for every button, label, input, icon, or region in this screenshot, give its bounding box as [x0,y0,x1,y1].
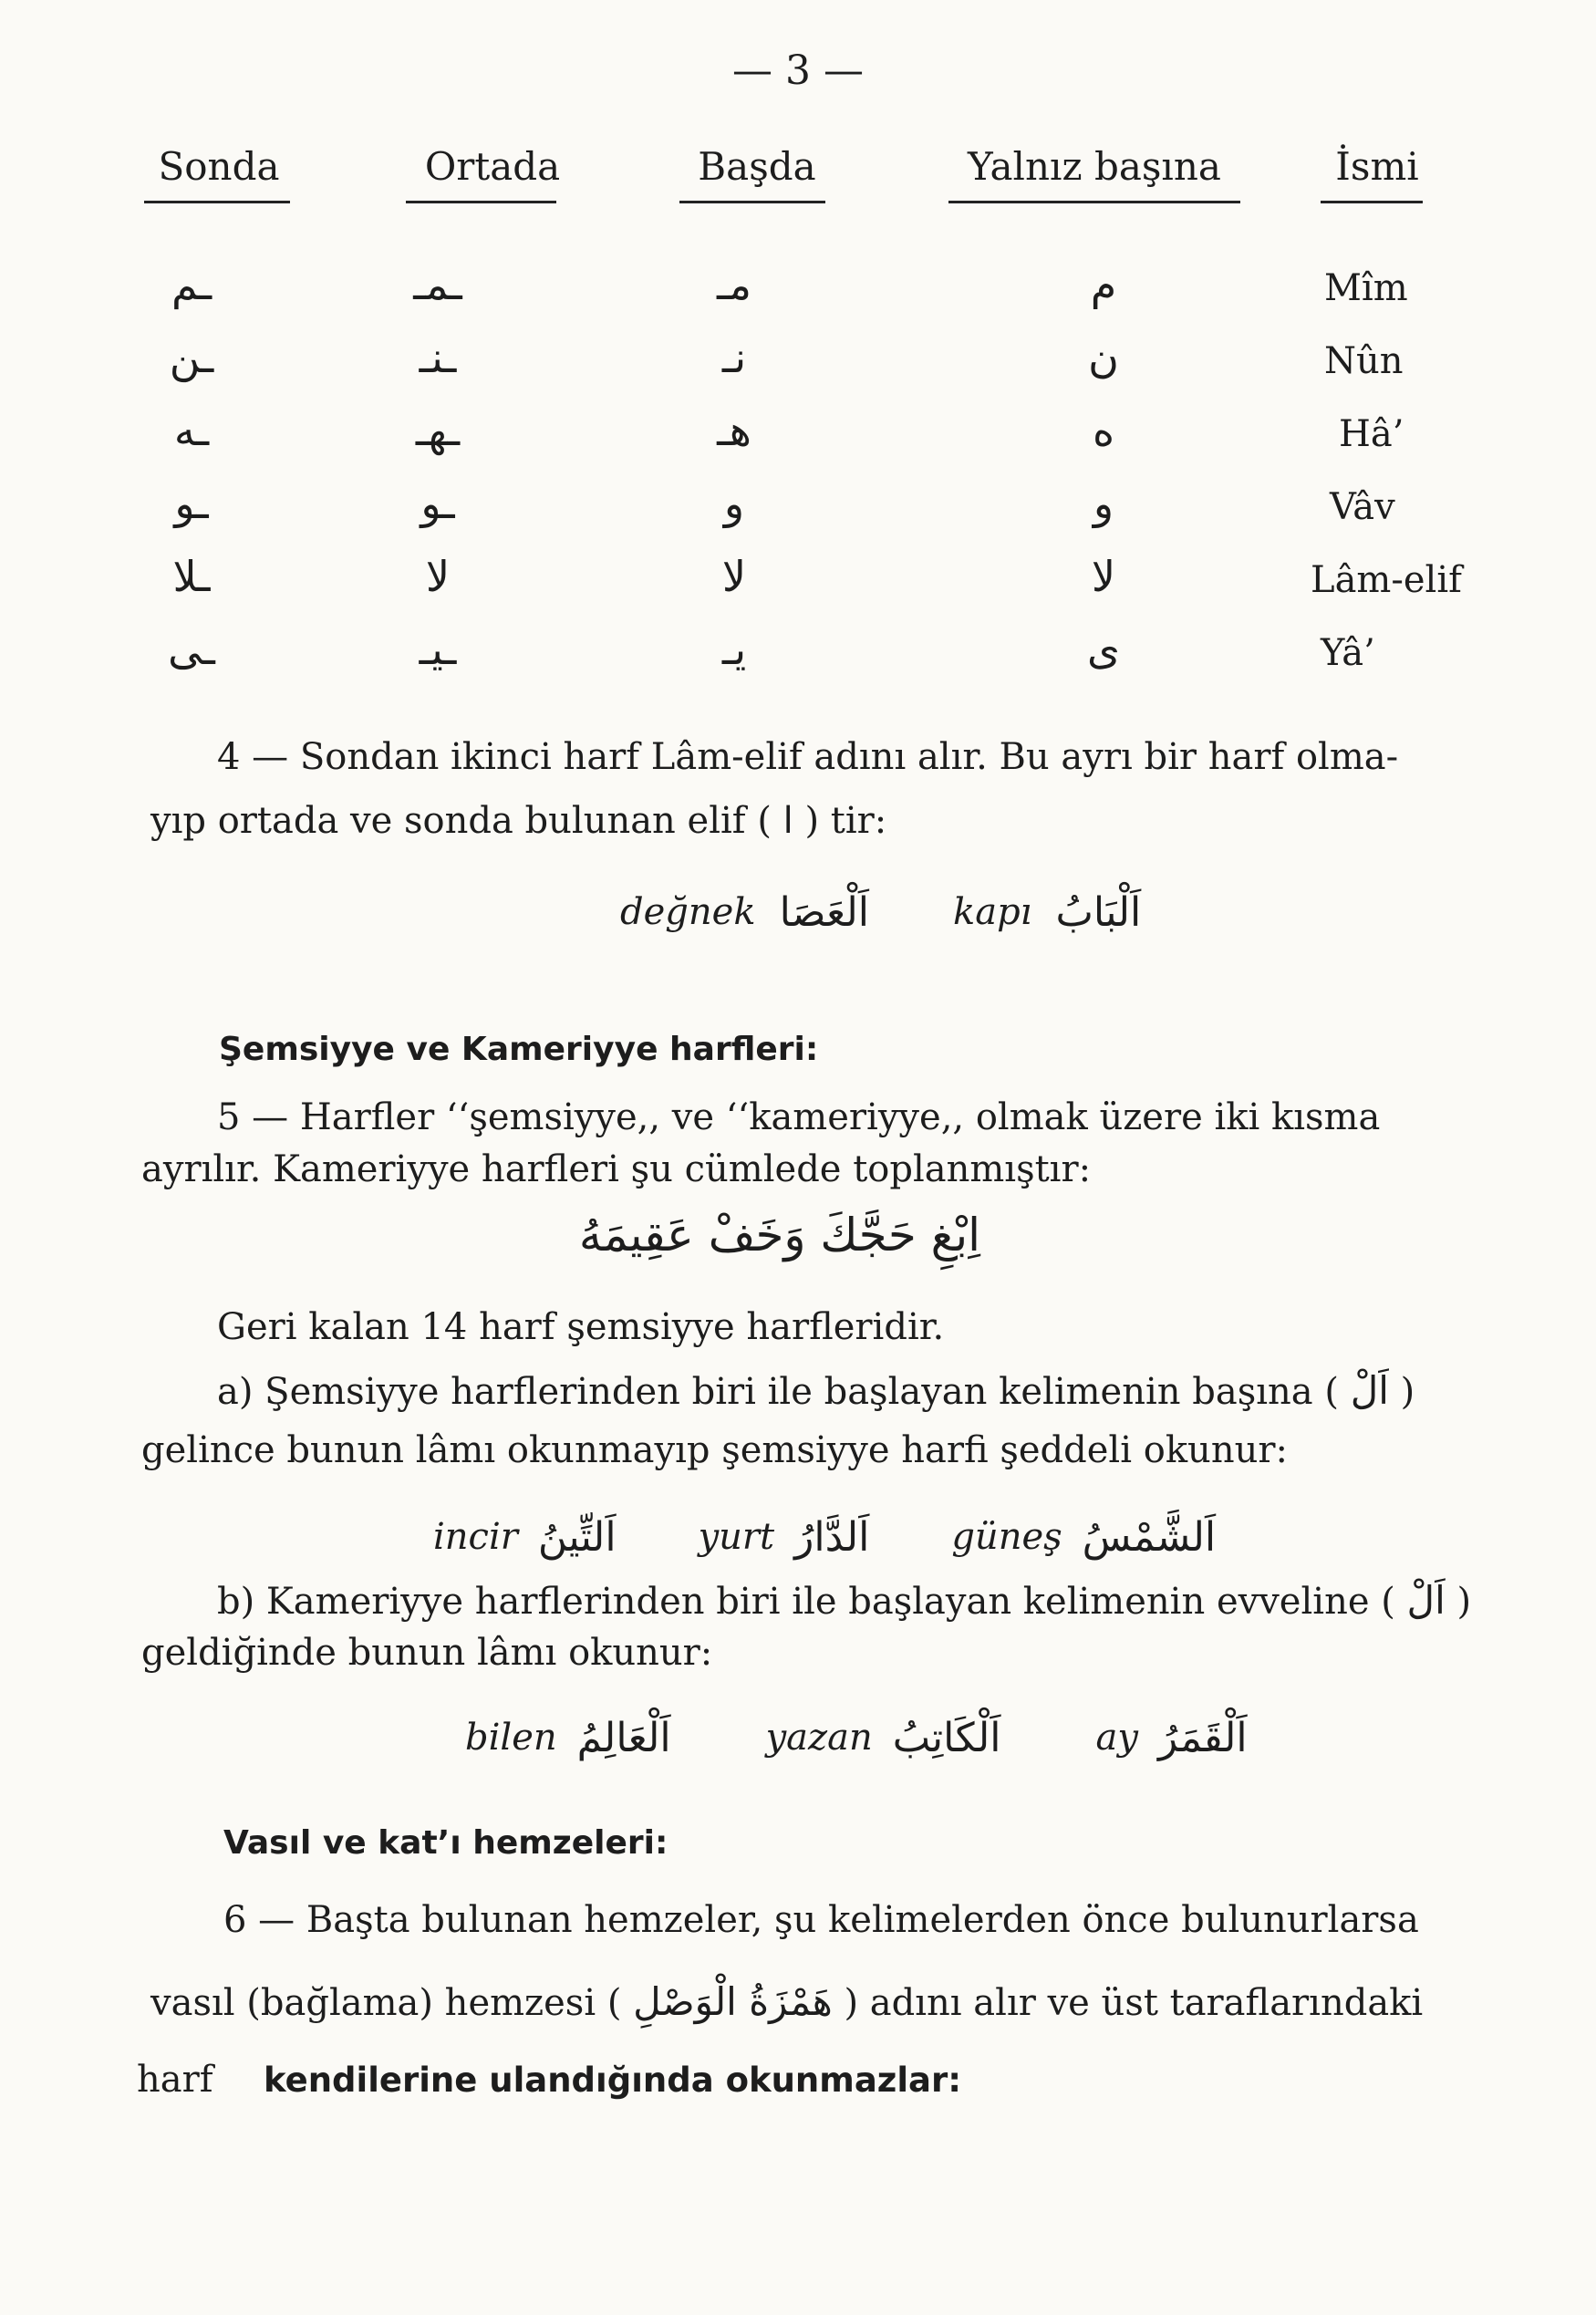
header-ismi: İsmi [1335,144,1419,189]
section5-b-line2: geldiğinde bunun lâmı okunur: [141,1632,713,1674]
cell-ortada: ـو [420,479,455,528]
example-tr: incir [433,1516,518,1558]
cell-basda: نـ [721,333,747,382]
cell-sonda: ـم [171,260,212,309]
example-tr: yazan [765,1717,873,1759]
section4-line2: yıp ortada ve sonda bulunan elif ( ا ) tir: [150,800,887,842]
line3-pre: harf [137,2059,213,2101]
section6-heading: Vasıl ve kat’ı hemzeleri: [223,1824,668,1862]
cell-sonda: ـه [173,406,210,455]
cell-ortada: ـهـ [415,406,461,455]
hamzat-al-wasl: هَمْزَةُ الْوَصْلِ [633,1979,833,2024]
section4-examples [620,880,1141,944]
line2-pre: vasıl (bağlama) hemzesi ( [150,1982,622,2024]
header-ismi-rule [1321,201,1423,203]
cell-ortada: ـنـ [419,333,457,382]
a-text: a) Şemsiyye harflerinden biri ile başlayan kelimenin başına ( [217,1371,1339,1413]
header-sonda-rule [144,201,290,203]
cell-ortada: ـيـ [419,625,457,674]
line3-bold: kendilerine ulandığında okunmazlar: [263,2061,962,2100]
b-text: b) Kameriyye harflerinden biri ile başlayan kelimenin evveline ( [217,1581,1395,1623]
b-close: ) [1456,1581,1472,1623]
section5-a-line2: gelince bunun lâmı okunmayıp şemsiyye harfi şeddeli okunur: [141,1429,1288,1471]
header-basda: Başda [698,144,816,189]
example-tr: güneş [951,1516,1062,1558]
section5-line3: Geri kalan 14 harf şemsiyye harfleridir. [217,1306,945,1348]
line2-post: ) adını alır ve üst taraflarındaki [844,1982,1424,2024]
cell-basda: مـ [716,260,752,309]
header-sonda: Sonda [158,144,280,189]
cell-yalniz: ن [1088,333,1119,382]
example-tr: bilen [465,1717,557,1759]
cell-sonda: ـلا [172,552,211,601]
example-ar: اَلْعَصَا [779,888,869,936]
header-basda-rule [679,201,825,203]
section6-line3 [137,2052,961,2108]
section4-line1: 4 — Sondan ikinci harf Lâm-elif adını alır. Bu ayrı bir harf olma- [217,736,1399,778]
section5-heading: Şemsiyye ve Kameriyye harfleri: [219,1031,819,1068]
cell-sonda: ـو [174,479,209,528]
cell-ismi: Nûn [1324,340,1404,382]
cell-ismi: Vâv [1330,486,1395,528]
section5-line1: 5 — Harfler ‘‘şemsiyye,, ve ‘‘kameriyye,, olmak üzere iki kısma [217,1096,1381,1138]
cell-yalniz: و [1093,479,1114,528]
cell-ortada: ـمـ [413,260,462,309]
section5-b-examples [465,1706,1248,1770]
example-ar: اَلْعَالِمُ [576,1714,671,1761]
a-close: ) [1400,1371,1415,1413]
example-tr: değnek [620,891,756,933]
cell-yalniz: ى [1086,625,1120,674]
cell-ortada: لا [425,552,451,601]
cell-basda: يـ [721,625,747,674]
al-article: اَلْ [1350,1368,1389,1413]
section6-line1: 6 — Başta bulunan hemzeler, şu kelimelerden önce bulunurlarsa [223,1899,1419,1941]
cell-ismi: Hâ’ [1339,413,1404,455]
cell-yalniz: م [1090,260,1117,309]
section5-b-line1 [217,1573,1471,1629]
page-number: — 3 — [732,47,864,94]
header-yalniz-basina-rule [948,201,1240,203]
kameriyye-phrase: اِبْغِ حَجَّكَ وَخَفْ عَقِيمَهُ [578,1209,981,1261]
al-article: اَلْ [1406,1578,1446,1623]
example-ar: اَلتِّينُ [537,1513,617,1561]
example-tr: kapı [952,891,1032,933]
cell-ismi: Yâ’ [1321,632,1375,674]
example-ar: اَلْقَمَرُ [1157,1714,1248,1761]
example-ar: اَلشَّمْسُ [1082,1513,1217,1561]
example-tr: ay [1095,1717,1138,1759]
cell-sonda: ـن [169,333,214,382]
example-ar: اَلْبَابُ [1055,888,1142,936]
header-ortada: Ortada [424,144,561,189]
cell-basda: هـ [717,406,751,455]
header-ortada-rule [406,201,556,203]
example-tr: yurt [698,1516,775,1558]
cell-yalniz: لا [1091,552,1116,601]
section5-a-line1 [217,1364,1415,1419]
example-ar: اَلدَّارُ [794,1513,870,1561]
cell-basda: و [723,479,745,528]
cell-basda: لا [721,552,747,601]
cell-ismi: Mîm [1324,267,1408,309]
cell-sonda: ـى [168,625,215,674]
example-ar: اَلْكَاتِبُ [892,1714,1001,1761]
cell-ismi: Lâm-elif [1311,559,1462,601]
section5-line2: ayrılır. Kameriyye harfleri şu cümlede toplanmıştır: [141,1148,1092,1190]
header-yalniz-basina: Yalnız başına [968,144,1221,189]
cell-yalniz: ه [1092,406,1115,455]
section6-line2 [150,1975,1423,2030]
section5-a-examples [433,1505,1216,1569]
